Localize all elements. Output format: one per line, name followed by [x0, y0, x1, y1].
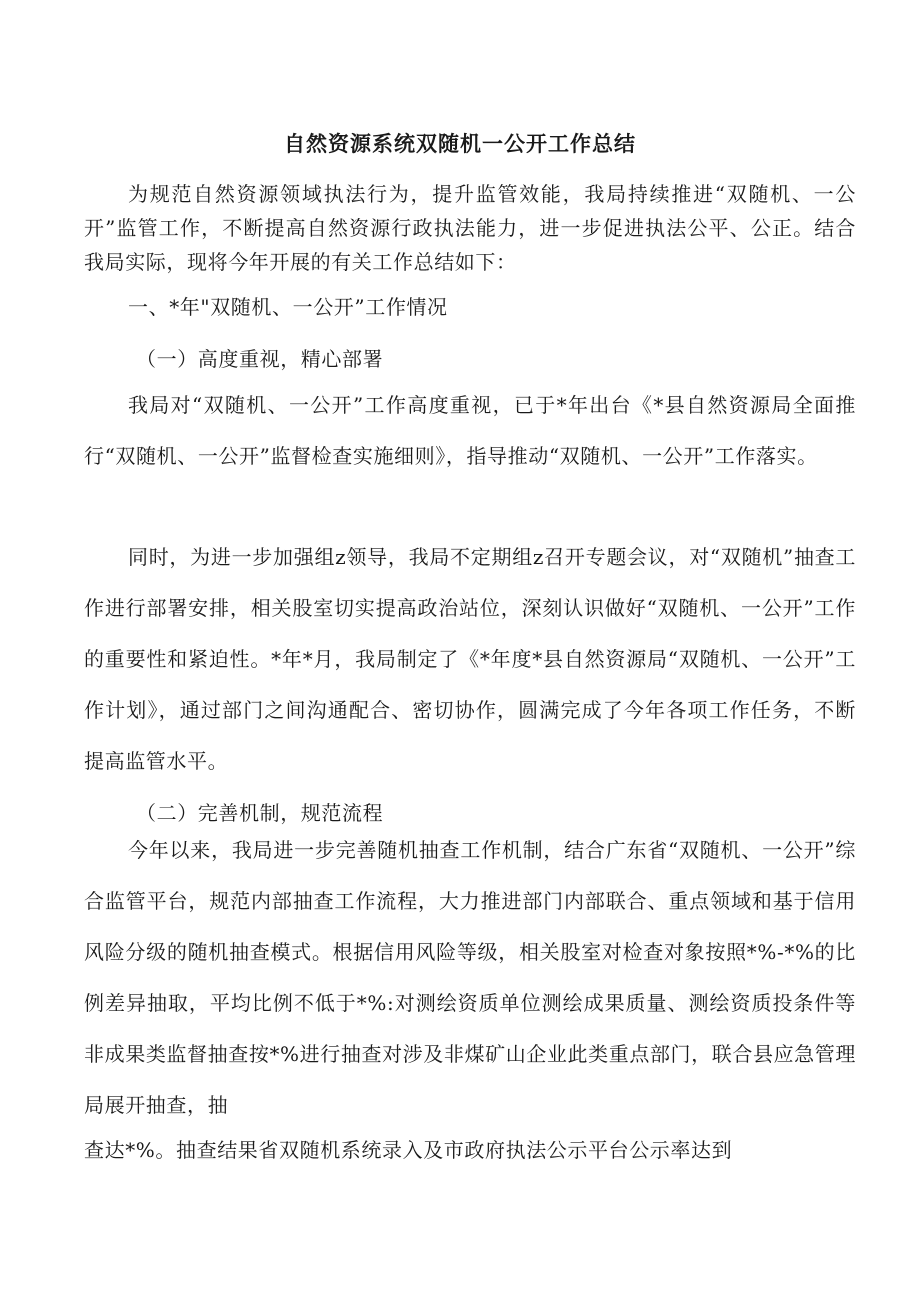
subsection-heading-2: （二）完善机制，规范流程: [136, 801, 384, 825]
subsection-1-paragraph-1: 我局对“双随机、一公开”工作高度重视，已于*年出台《*县自然资源局全面推行“双随机、一公开”监督检查实施细则》，指导推动“双随机、一公开”工作落实。: [84, 393, 856, 468]
section-heading-1: 一、*年"双随机、一公开”工作情况: [128, 295, 448, 319]
intro-paragraph: 为规范自然资源领域执法行为，提升监管效能，我局持续推进“双随机、一公开”监管工作，不断提高自然资源行政执法能力，进一步促进执法公平、公正。结合我局实际，现将今年开展的有关工作总结如下：: [84, 182, 856, 274]
document-title: 自然资源系统双随机一公开工作总结: [284, 132, 636, 156]
trailing-text-line: 查达*%。抽查结果省双随机系统录入及市政府执法公示平台公示率达到: [84, 1138, 733, 1162]
subsection-heading-1: （一）高度重视，精心部署: [136, 347, 384, 371]
subsection-1-paragraph-2: 同时，为进一步加强组z领导，我局不定期组z召开专题会议，对“双随机”抽查工作进行部署安排，相关股室切实提高政治站位，深刻认识做好“双随机、一公开”工作的重要性和紧迫性。*年*月，我局制定了《*年度*县自然资源局“双随机、一公开”工作计划》，通过部门之间沟通配合、密切协作，圆满完成了今年各项工作任务，不断提高监管水平。: [84, 545, 856, 773]
subsection-2-paragraph-1: 今年以来，我局进一步完善随机抽查工作机制，结合广东省“双随机、一公开”综合监管平台，规范内部抽查工作流程，大力推进部门内部联合、重点领域和基于信用风险分级的随机抽查模式。根据信用风险等级，相关股室对检查对象按照*%-*%的比例差异抽取，平均比例不低于*%:对测绘资质单位测绘成果质量、测绘资质投条件等非成果类监督抽查按*%进行抽查对涉及非煤矿山企业此类重点部门，联合县应急管理局展开抽查，抽: [84, 838, 856, 1117]
